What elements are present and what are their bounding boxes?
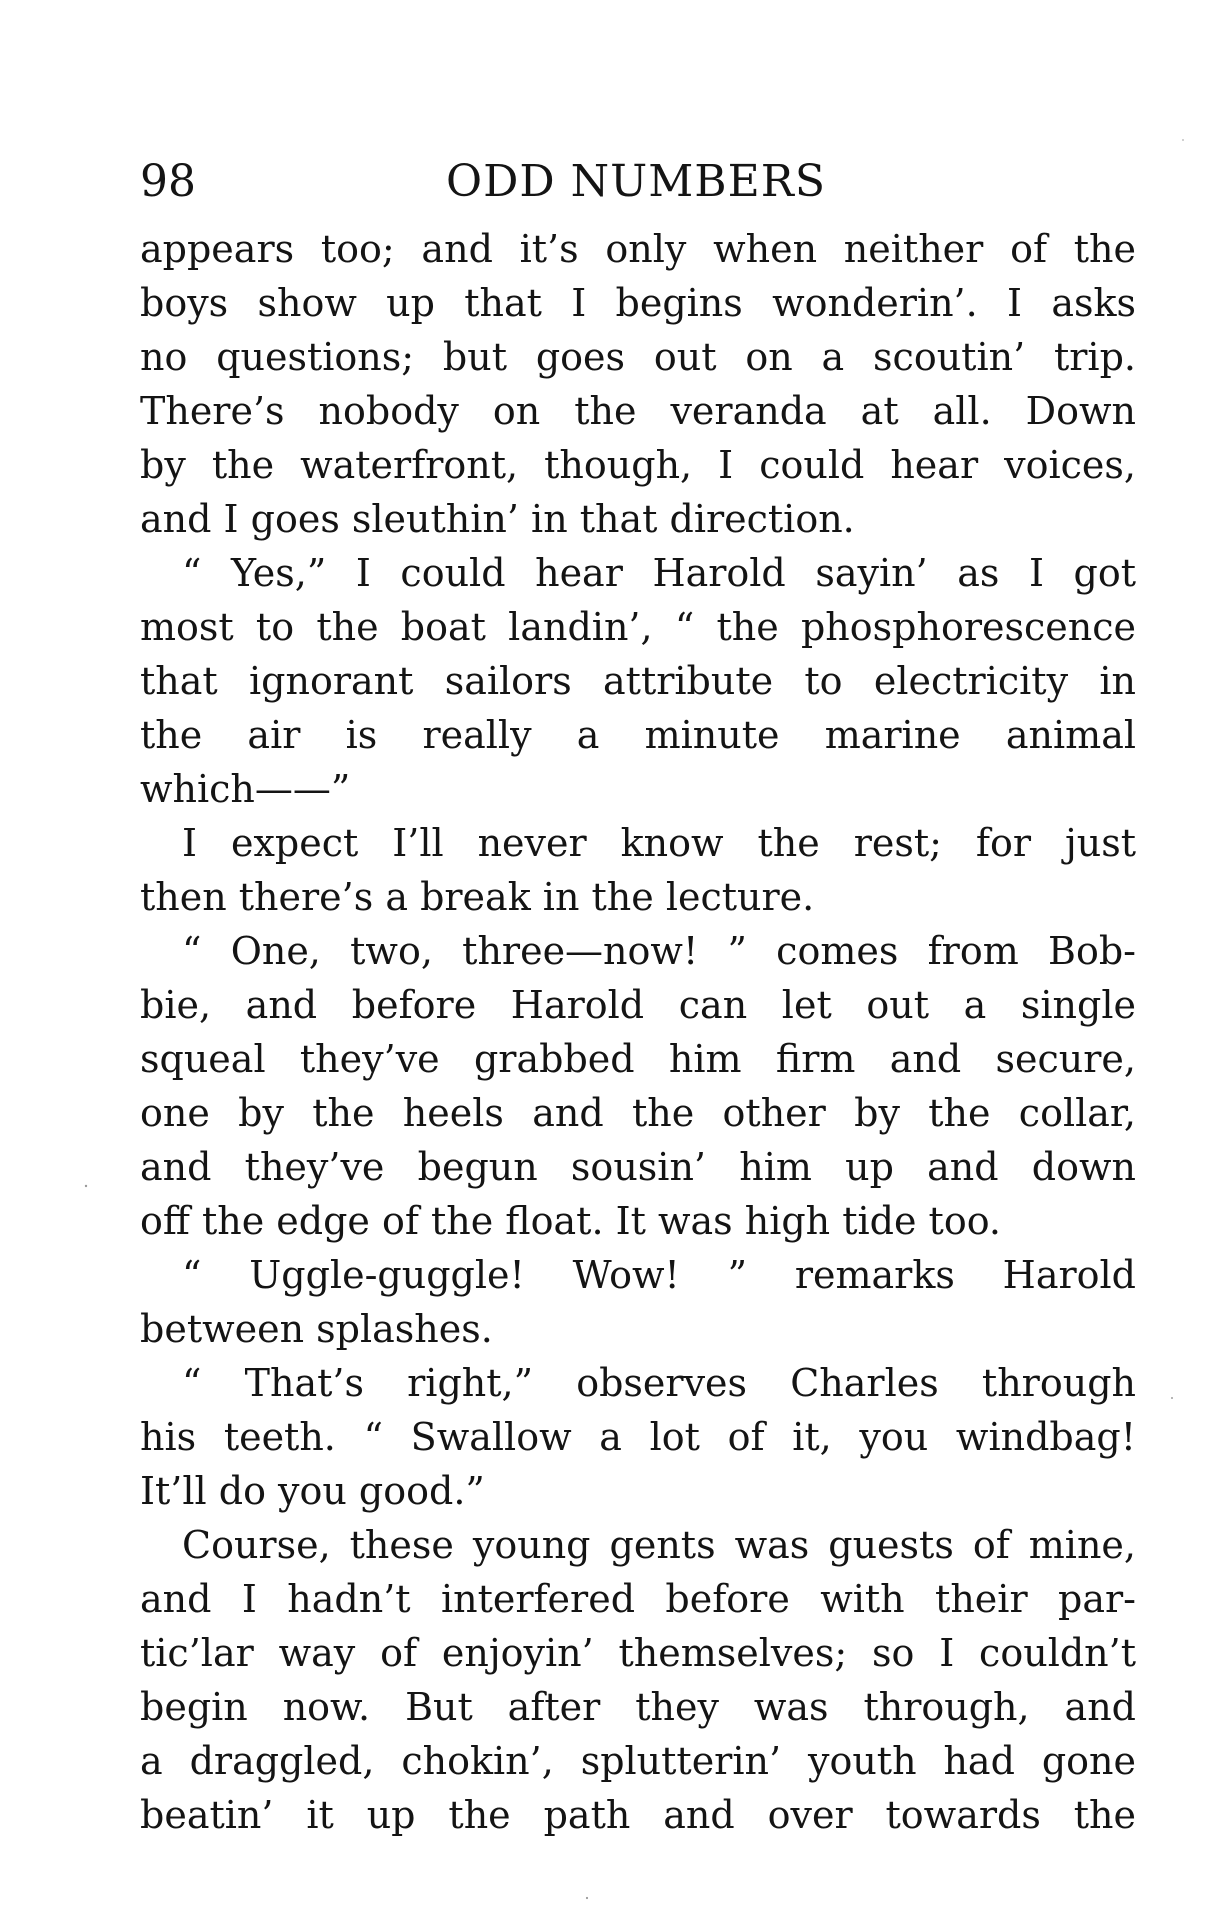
text-line: beatin’ it up the path and over towards the <box>140 1793 1136 1837</box>
text-line: one by the heels and the other by the collar, <box>140 1091 1136 1135</box>
text-line: that ignorant sailors attribute to electricity in <box>140 659 1136 703</box>
text-line: by the waterfront, though, I could hear voices, <box>140 443 1136 487</box>
running-head <box>140 150 1136 214</box>
text-line: There’s nobody on the veranda at all. Down <box>140 389 1136 433</box>
text-line: squeal they’ve grabbed him firm and secure, <box>140 1037 1136 1081</box>
text-line: “ That’s right,” observes Charles through <box>182 1361 1136 1405</box>
text-line: the air is really a minute marine animal <box>140 713 1136 757</box>
text-line: then there’s a break in the lecture. <box>140 875 815 919</box>
page-number: 98 <box>140 156 196 207</box>
text-line: off the edge of the float. It was high tide too. <box>140 1199 1001 1243</box>
text-line: “ Uggle-guggle! Wow! ” remarks Harold <box>182 1253 1136 1297</box>
running-title: ODD NUMBERS <box>446 156 826 207</box>
paragraph <box>140 1248 1136 1356</box>
text-line: no questions; but goes out on a scoutin’ trip. <box>140 335 1136 379</box>
text-line: tic’lar way of enjoyin’ themselves; so I couldn’t <box>140 1631 1136 1675</box>
text-line: “ One, two, three—now! ” comes from Bob- <box>182 929 1136 973</box>
speck <box>1182 139 1184 141</box>
text-line: a draggled, chokin’, splutterin’ youth had gone <box>140 1739 1136 1783</box>
paragraph <box>140 816 1136 924</box>
book-page <box>140 150 1136 1842</box>
text-line: his teeth. “ Swallow a lot of it, you windbag! <box>140 1415 1136 1459</box>
paragraph <box>140 1518 1136 1842</box>
text-line: It’ll do you good.” <box>140 1469 485 1513</box>
text-line: boys show up that I begins wonderin’. I asks <box>140 281 1136 325</box>
speck <box>586 1897 588 1899</box>
text-line: and I goes sleuthin’ in that direction. <box>140 497 855 541</box>
paragraph <box>140 546 1136 816</box>
text-line: and I hadn’t interfered before with their par- <box>140 1577 1136 1621</box>
text-line: which——” <box>140 767 351 811</box>
text-line: appears too; and it’s only when neither of the <box>140 227 1136 271</box>
text-line: Course, these young gents was guests of mine, <box>182 1523 1136 1567</box>
text-line: I expect I’ll never know the rest; for just <box>182 821 1136 865</box>
text-line: and they’ve begun sousin’ him up and down <box>140 1145 1136 1189</box>
text-line: between splashes. <box>140 1307 493 1351</box>
text-line: most to the boat landin’, “ the phosphorescence <box>140 605 1136 649</box>
speck <box>1171 1397 1173 1399</box>
text-line: “ Yes,” I could hear Harold sayin’ as I got <box>182 551 1136 595</box>
speck <box>85 1185 87 1187</box>
paragraph <box>140 222 1136 546</box>
paragraph <box>140 924 1136 1248</box>
text-line: bie, and before Harold can let out a single <box>140 983 1136 1027</box>
text-line: begin now. But after they was through, and <box>140 1685 1136 1729</box>
body-text <box>140 222 1136 1842</box>
paragraph <box>140 1356 1136 1518</box>
